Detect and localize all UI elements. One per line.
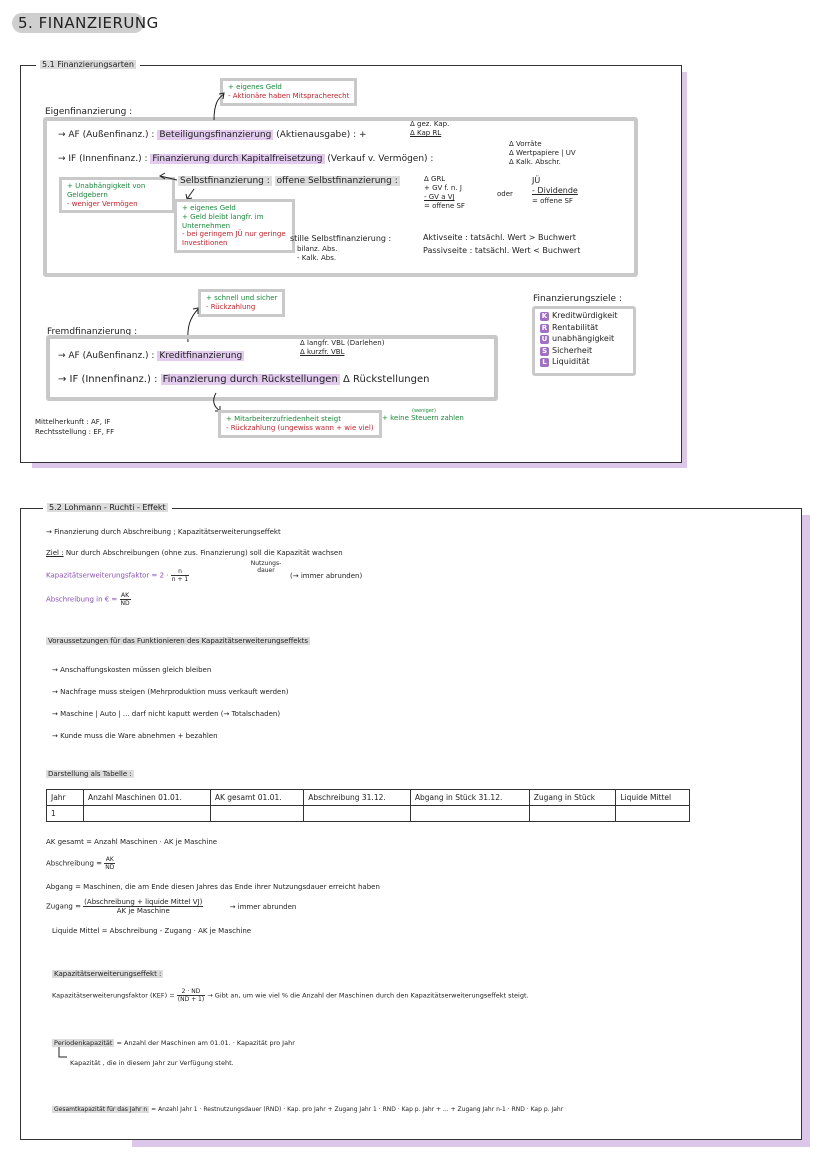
ziele-heading: Finanzierungsziele :	[533, 294, 622, 304]
ziele-item: R Rentabilität	[541, 322, 599, 332]
list-item: → Maschine | Auto | ... darf nicht kaputt werden (→ Totalschaden)	[52, 710, 281, 718]
kef-note: (→ immer abrunden)	[290, 572, 363, 580]
table-cell	[304, 806, 411, 822]
ziele-item: L Liquidität	[540, 356, 618, 368]
gesamt-row: Gesamtkapazität für das Jahr n = Anzahl Jahr 1 · Restnutzungsdauer (RND) · Kap. pro Jahr + Zugang Jahr 1 · RND · Kap p. Jahr + ... + Zugang Jahr n-1 · RND · Kap p. Jahr	[54, 1106, 564, 1113]
table-header-row	[47, 790, 690, 806]
f-zugang: Zugang = $\frac{\text{(Abschreibung + liquide Mittel VJ)}}{\text{AK je Maschine}}$ → immer abrunden	[46, 898, 297, 915]
f-liquide: Liquide Mittel = Abschreibung - Zugang · AK je Maschine	[52, 927, 252, 935]
fremd-note-top: + schnell und sicher - Rückzahlung	[198, 289, 285, 317]
fremd-af-row: → AF (Außenfinanz.) : Kreditfinanzierung	[58, 351, 243, 361]
fremd-side-note: (weniger) + keine Steuern zahlen	[382, 408, 464, 422]
still-items: bilanz. Abs. - Kalk. Abs.	[297, 245, 338, 262]
still-label: stille Selbstfinanzierung :	[290, 234, 392, 243]
table-cell	[410, 806, 529, 822]
table-header: Liquide Mittel	[616, 790, 690, 806]
perioden-row: Periodenkapazität = Anzahl der Maschinen am 01.01. · Kapazität pro Jahr	[54, 1039, 295, 1047]
tab-heading: Darstellung als Tabelle :	[48, 770, 132, 778]
page-title-text: 5. FINANZIERUNG	[18, 14, 159, 32]
perioden-sub: Kapazität , die in diesem Jahr zur Verfügung steht.	[70, 1059, 234, 1067]
oder-label: oder	[497, 190, 513, 198]
table-row	[47, 806, 690, 822]
section-1-title: 5.1 Finanzierungsarten	[36, 60, 140, 69]
selbst-row: Selbstfinanzierung : offene Selbstfinanzierung :	[180, 176, 398, 186]
lohmann-table	[46, 789, 690, 822]
kef2-formula: Kapazitätserweiterungsfaktor (KEF) = $\frac{2 \cdot ND}{(ND + 1)}$ → Gibt an, um wie viel % die Anzahl der Maschinen durch den Kapazitätserweiterungseffekt steigt.	[52, 988, 529, 1003]
list-item: → Kunde muss die Ware abnehmen + bezahlen	[52, 732, 218, 740]
fremd-heading: Fremdfinanzierung :	[47, 327, 138, 337]
table-header: Jahr	[47, 790, 84, 806]
arrow-left-icon	[157, 170, 179, 186]
selbst-note: + eigenes Geld + Geld bleibt langfr. im Unternehmen - bei geringem JÜ nur geringe Investitionen	[174, 199, 295, 253]
list-item: → Nachfrage muss steigen (Mehrproduktion muss verkauft werden)	[52, 688, 289, 696]
table-header: Zugang in Stück	[529, 790, 616, 806]
fremd-af-list: Δ langfr. VBL (Darlehen) Δ kurzfr. VBL	[300, 339, 385, 356]
vor-heading: Voraussetzungen für das Funktionieren des Kapazitätserweiterungseffekts	[48, 637, 309, 645]
table-cell: 1	[47, 806, 84, 822]
f-abs: Abschreibung = $\frac{AK}{ND}$	[46, 856, 115, 871]
nutzungsdauer-note: Nutzungs- dauer	[250, 560, 282, 574]
ziele-list	[540, 310, 618, 368]
fremd-bottom-note: + Mitarbeiterzufriedenheit steigt - Rückzahlung (ungewiss wann + wie viel)	[218, 410, 382, 438]
section-2-title: 5.2 Lohmann - Ruchti - Effekt	[43, 503, 172, 512]
s2-line1: → Finanzierung durch Abschreibung ; Kapazitätserweiterungseffekt	[46, 528, 281, 536]
list-item: → Anschaffungskosten müssen gleich bleiben	[52, 666, 212, 674]
table-cell	[616, 806, 690, 822]
abs-formula: Abschreibung in € = $\frac{AK}{ND}$	[46, 592, 130, 607]
eigen-heading: Eigenfinanzierung :	[45, 107, 133, 117]
eigen-if-row: → IF (Innenfinanz.) : Finanzierung durch Kapitalfreisetzung (Verkauf v. Vermögen) :	[58, 154, 434, 164]
ziele-item: S Sicherheit	[541, 345, 593, 355]
s2-ziel: Ziel : Nur durch Abschreibungen (ohne zus. Finanzierung) soll die Kapazität wachsen	[46, 549, 343, 557]
f-akges: AK gesamt = Anzahl Maschinen · AK je Maschine	[46, 838, 218, 846]
ziele-item: U unabhängigkeit	[541, 334, 615, 343]
ziele-item: K Kreditwürdigkeit	[541, 311, 618, 320]
table-cell	[210, 806, 303, 822]
arrow-up-icon	[210, 90, 230, 122]
eigen-if-list: Δ Vorräte Δ Wertpapiere | UV Δ Kalk. Abschr.	[509, 140, 576, 166]
table-cell	[529, 806, 616, 822]
kap-heading: Kapazitätserweiterungseffekt :	[54, 970, 162, 978]
ju-calc: JÜ - Dividende = offene SF	[532, 176, 578, 205]
eigen-af-delta: Δ gez. Kap. Δ Kap RL	[410, 120, 450, 137]
fremd-box	[46, 335, 498, 401]
table-header: AK gesamt 01.01.	[210, 790, 303, 806]
f-abgang: Abgang = Maschinen, die am Ende diesen Jahres das Ende ihrer Nutzungsdauer erreicht haben	[46, 883, 380, 891]
table-header: Abgang in Stück 31.12.	[410, 790, 529, 806]
eigen-af-row: → AF (Außenfinanz.) : Beteiligungsfinanzierung (Aktienausgabe) : +	[58, 130, 367, 140]
vor-list	[52, 659, 289, 747]
table-cell	[84, 806, 211, 822]
corner-arrow-icon	[58, 1047, 68, 1059]
eigen-note-top: + eigenes Geld - Aktionäre haben Mitspracherecht	[220, 78, 357, 106]
offen-calc: Δ GRL + GV f. n. J - GV a VJ = offene SF	[424, 175, 465, 210]
kef-formula: Kapazitätserweiterungsfaktor = 2 · $\frac{n}{n + 1}$	[46, 568, 189, 583]
fremd-if-row: → IF (Innenfinanz.) : Finanzierung durch Rückstellungen Δ Rückstellungen	[58, 374, 430, 385]
table-header: Anzahl Maschinen 01.01.	[84, 790, 211, 806]
aktiv-passiv: Aktivseite : tatsächl. Wert > Buchwert Passivseite : tatsächl. Wert < Buchwert	[423, 233, 581, 255]
table-header: Abschreibung 31.12.	[304, 790, 411, 806]
mittel-rechts: Mittelherkunft : AF, IF Rechtsstellung : EF, FF	[35, 418, 115, 436]
eigen-left-note: + Unabhängigkeit von Geldgebern - weniger Vermögen	[59, 177, 175, 213]
